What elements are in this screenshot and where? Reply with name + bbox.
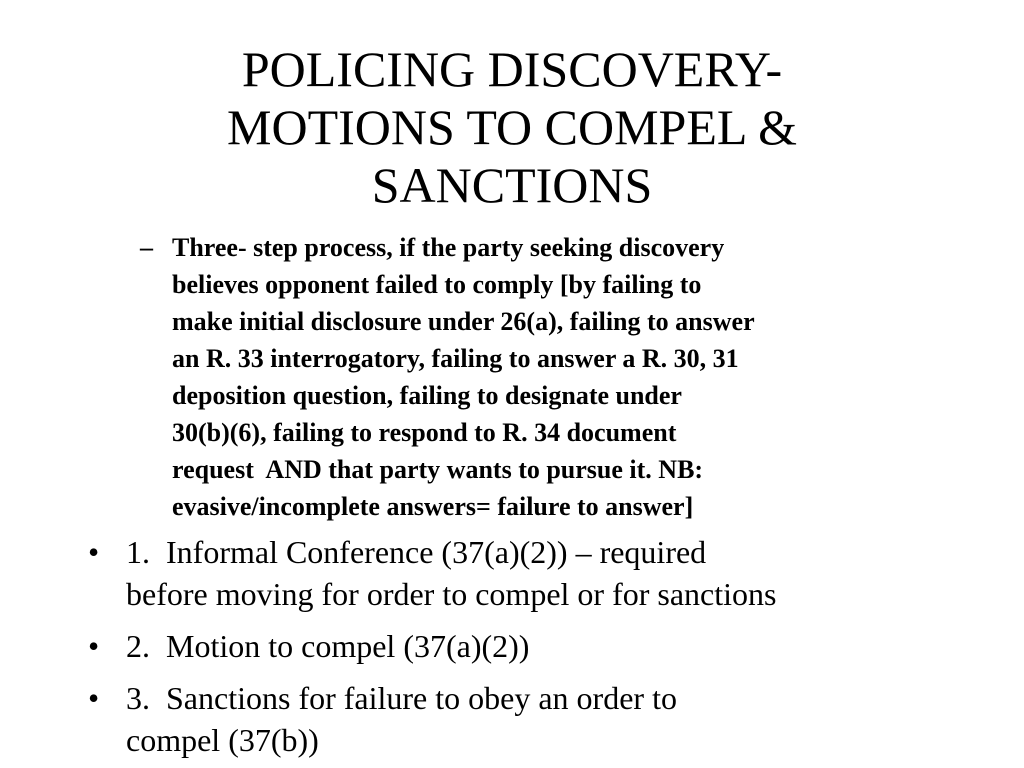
sub-bullet-line: Three- step process, if the party seeking discovery <box>172 233 725 262</box>
bullet-marker: • <box>88 534 100 570</box>
sub-bullet-line: believes opponent failed to comply [by failing to <box>172 270 702 299</box>
bullet-line: 1. Informal Conference (37(a)(2)) – required <box>126 534 707 570</box>
sub-bullet-text <box>172 229 755 525</box>
sub-bullet-line: 30(b)(6), failing to respond to R. 34 document <box>172 418 677 447</box>
slide-title-line: POLICING DISCOVERY- <box>241 41 783 97</box>
bullet-line: 3. Sanctions for failure to obey an order to <box>126 680 677 716</box>
bullet-line: 2. Motion to compel (37(a)(2)) <box>126 628 530 664</box>
slide-title-line: SANCTIONS <box>371 157 653 213</box>
sub-bullet-line: make initial disclosure under 26(a), failing to answer <box>172 307 755 336</box>
dash-bullet-marker: – <box>140 233 153 262</box>
bullet-informal-conference <box>84 531 984 615</box>
bullet-list <box>84 531 984 768</box>
sub-bullet-line: deposition question, failing to designate under <box>172 381 682 410</box>
sub-bullet-line: request AND that party wants to pursue it. NB: <box>172 455 704 484</box>
bullet-marker: • <box>88 628 100 664</box>
sub-bullet-line: evasive/incomplete answers= failure to answer] <box>172 492 694 521</box>
slide-title-line: MOTIONS TO COMPEL & <box>227 99 797 155</box>
bullet-marker: • <box>88 680 100 716</box>
bullet-sanctions <box>84 677 984 761</box>
slide-title <box>110 40 914 214</box>
bullet-line: before moving for order to compel or for sanctions <box>126 576 777 612</box>
bullet-line: compel (37(b)) <box>126 722 319 758</box>
sub-bullet-line: an R. 33 interrogatory, failing to answer a R. 30, 31 <box>172 344 739 373</box>
bullet-motion-to-compel <box>84 625 984 667</box>
